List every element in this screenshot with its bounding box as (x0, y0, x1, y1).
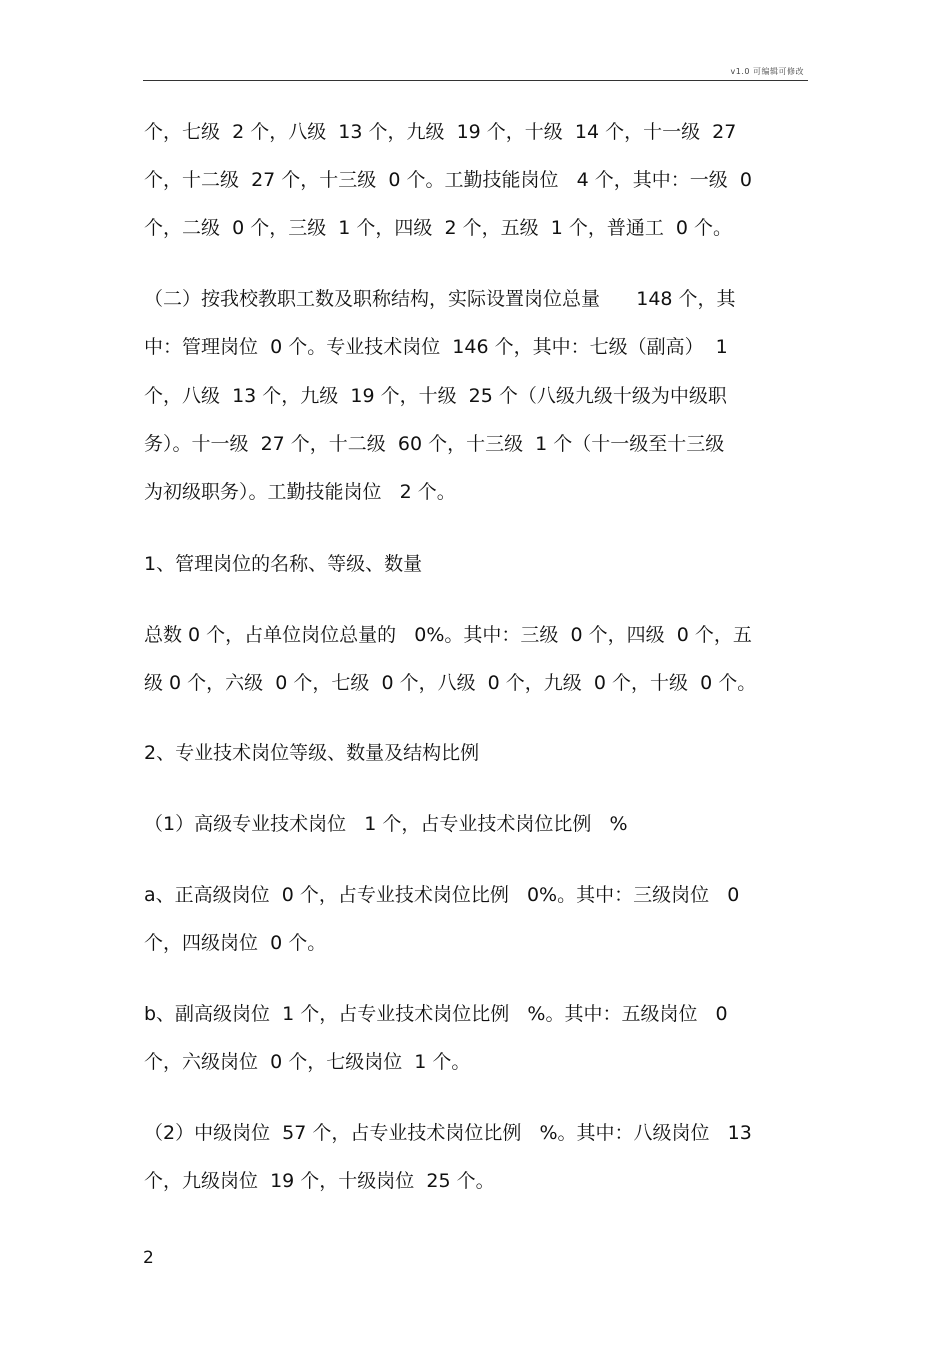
body-line: 个，七级 2 个，八级 13 个，九级 19 个，十级 14 个，十一级 27 (144, 121, 737, 143)
body-line: 个，八级 13 个，九级 19 个，十级 25 个（八级九级十级为中级职 (144, 385, 727, 407)
body-line: 务）。十一级 27 个，十二级 60 个，十三级 1 个（十一级至十三级 (144, 433, 725, 455)
page-number: 2 (143, 1248, 154, 1268)
section-heading: 2、专业技术岗位等级、数量及结构比例 (144, 742, 480, 764)
body-line: 总数 0 个，占单位岗位总量的 0%。其中：三级 0 个，四级 0 个，五 (144, 624, 752, 646)
body-line: 个，十二级 27 个，十三级 0 个。工勤技能岗位 4 个，其中：一级 0 (144, 169, 752, 191)
body-line: 个，九级岗位 19 个，十级岗位 25 个。 (144, 1170, 495, 1192)
header-divider (143, 80, 808, 81)
body-line: 个，六级岗位 0 个，七级岗位 1 个。 (144, 1051, 471, 1073)
section-heading: 1、管理岗位的名称、等级、数量 (144, 553, 423, 575)
body-line: （1）高级专业技术岗位 1 个，占专业技术岗位比例 % (144, 813, 628, 835)
body-line: 个，四级岗位 0 个。 (144, 932, 327, 954)
body-line: b、副高级岗位 1 个，占专业技术岗位比例 %。其中：五级岗位 0 (144, 1003, 728, 1025)
body-line: 个，二级 0 个，三级 1 个，四级 2 个，五级 1 个，普通工 0 个。 (144, 217, 733, 239)
body-line: （2）中级岗位 57 个，占专业技术岗位比例 %。其中：八级岗位 13 (144, 1122, 752, 1144)
body-line: 中：管理岗位 0 个。专业技术岗位 146 个，其中：七级（副高） 1 (144, 336, 728, 358)
body-line: 级 0 个，六级 0 个，七级 0 个，八级 0 个，九级 0 个，十级 0 个。 (144, 672, 757, 694)
version-tag: v1.0 可编辑可修改 (730, 67, 804, 76)
body-line: a、正高级岗位 0 个，占专业技术岗位比例 0%。其中：三级岗位 0 (144, 884, 740, 906)
body-line: （二）按我校教职工数及职称结构，实际设置岗位总量 148 个，其 (144, 288, 736, 310)
body-line: 为初级职务）。工勤技能岗位 2 个。 (144, 481, 456, 503)
